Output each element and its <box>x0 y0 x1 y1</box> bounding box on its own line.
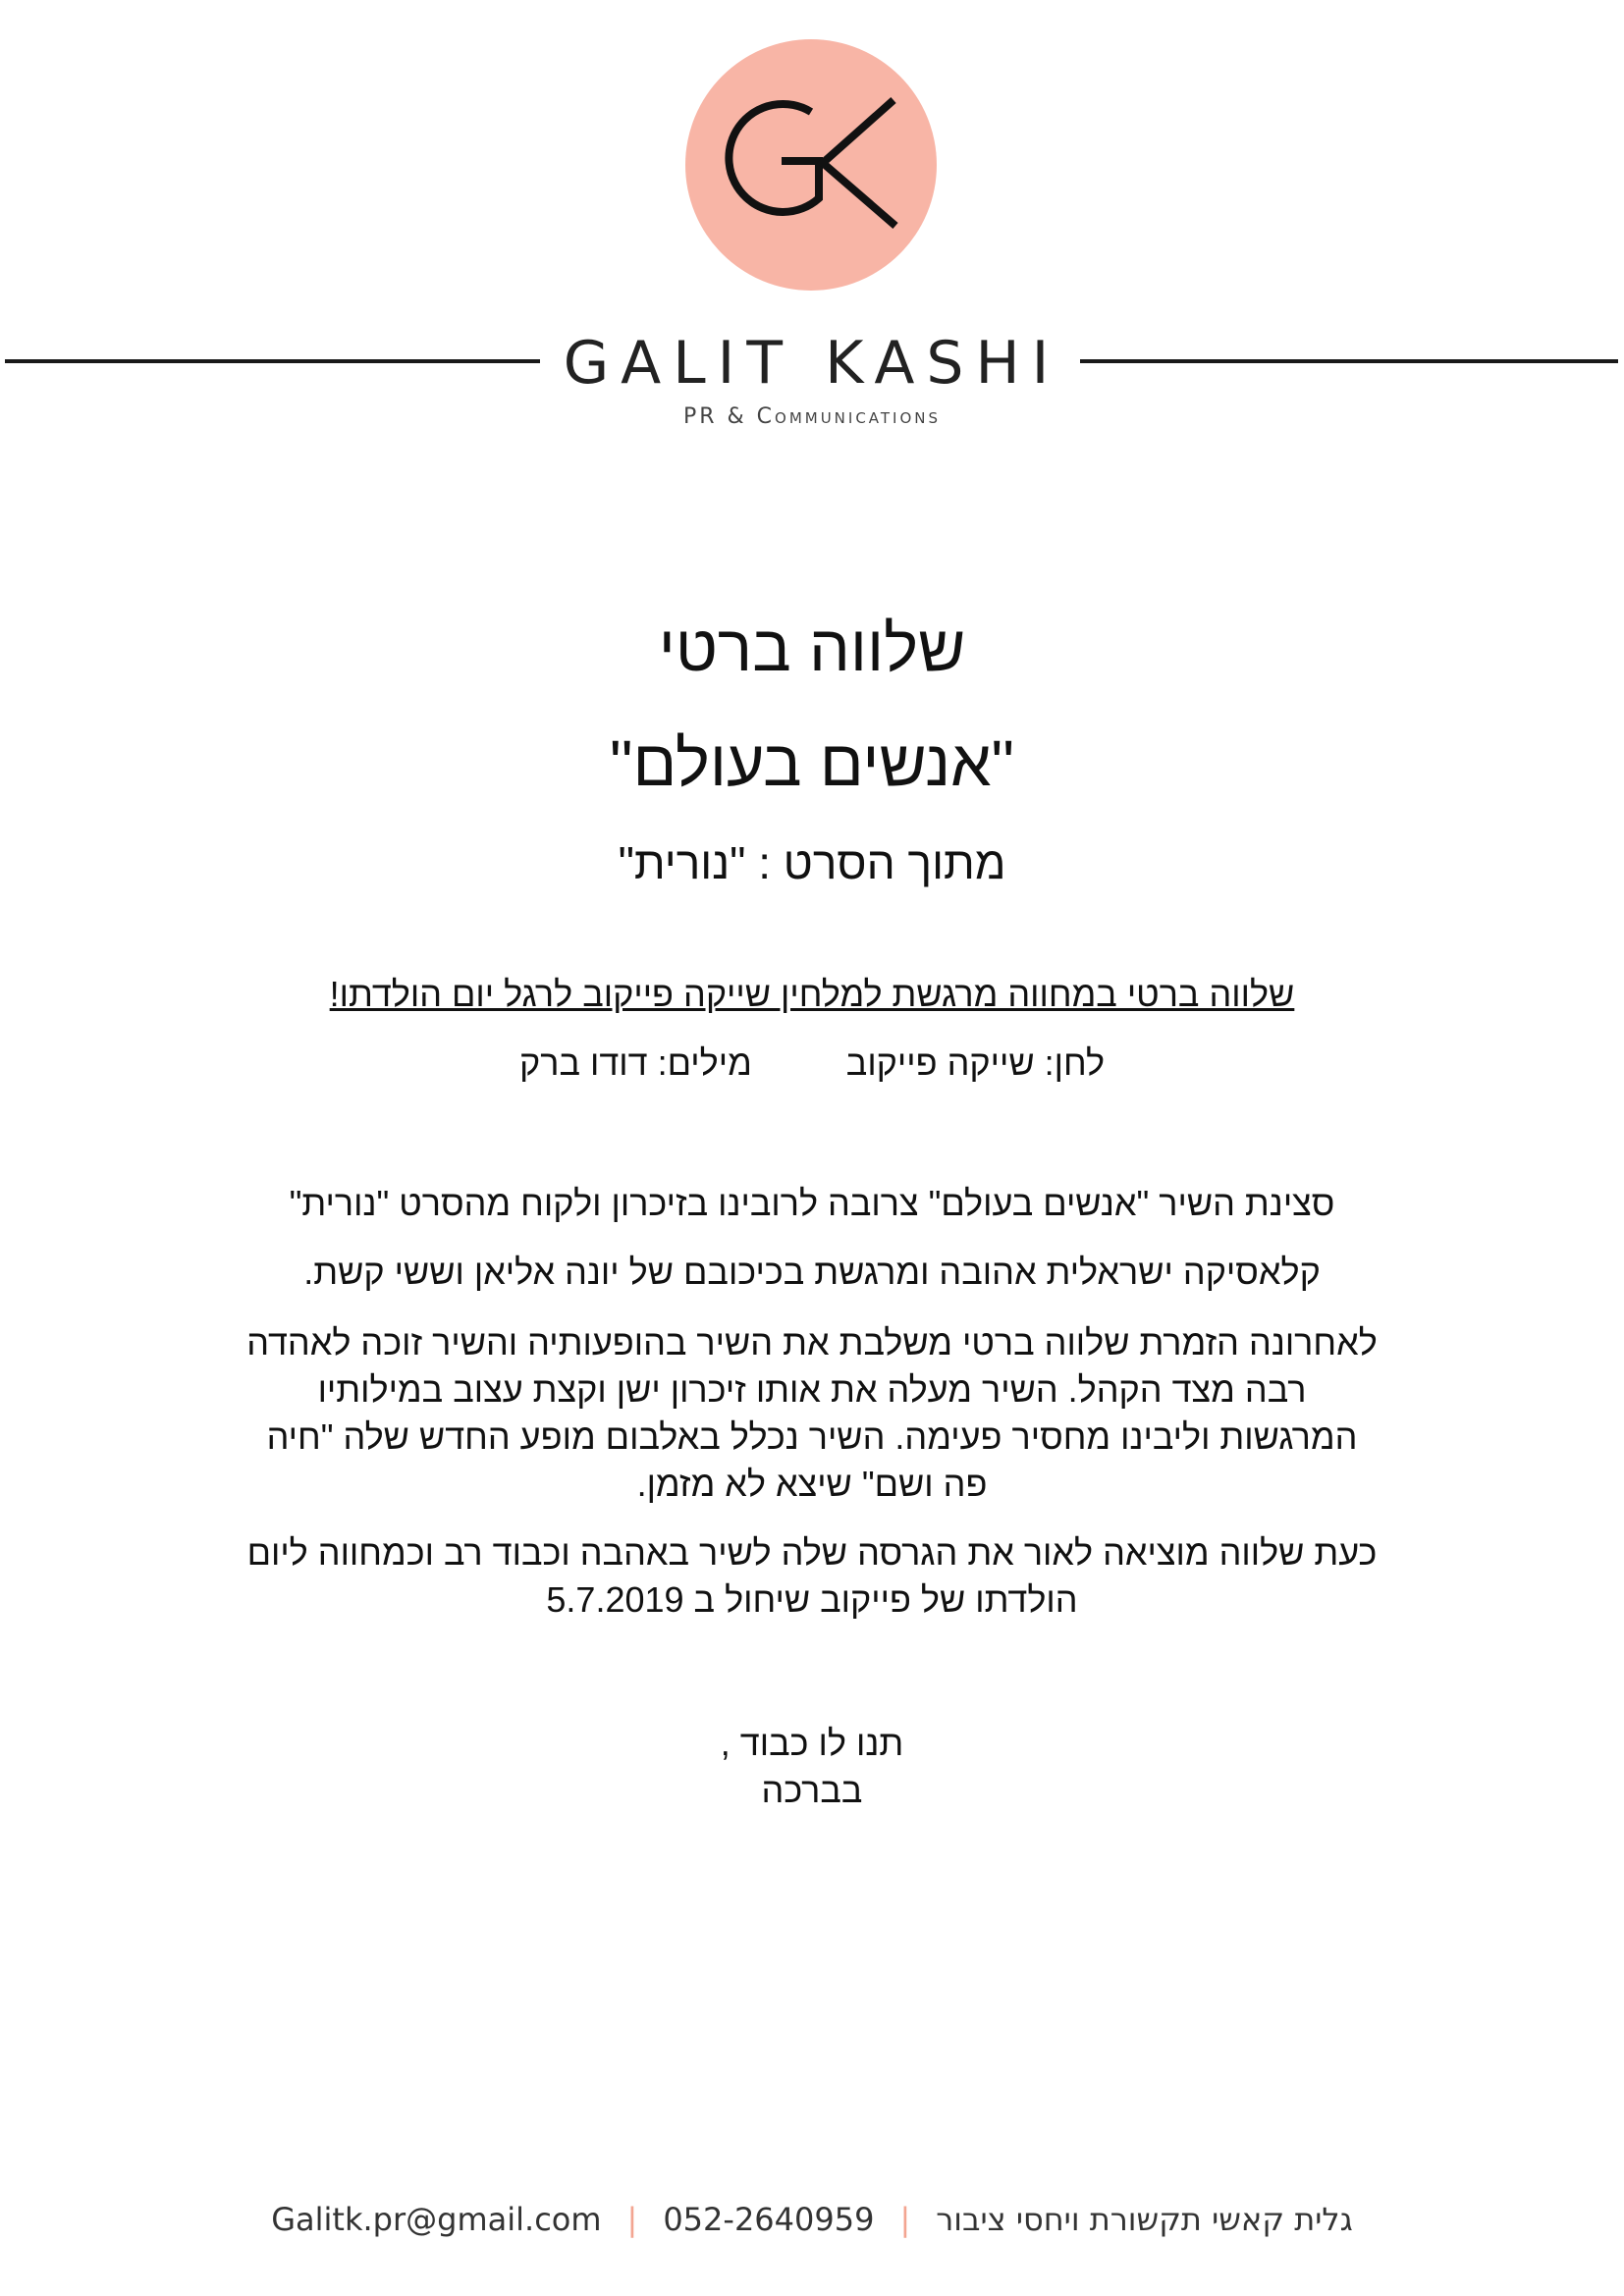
gk-monogram-icon <box>685 39 937 291</box>
footer-email: Galitk.pr@gmail.com <box>271 2201 602 2238</box>
closing-line-1: תנו לו כבוד , <box>720 1723 904 1763</box>
brand-tagline: PR & Communications <box>682 404 942 429</box>
footer-phone: 052-2640959 <box>663 2201 875 2238</box>
divider-left <box>5 359 540 363</box>
paragraph-1: סצינת השיר "אנשים בעולם" צרובה לרובינו בזיכרון ולקוח מהסרט "נורית" <box>289 1183 1335 1223</box>
film-source: מתוך הסרט : "נורית" <box>618 837 1006 888</box>
footer <box>0 2197 1624 2242</box>
closing-line-2: בברכה <box>761 1770 863 1810</box>
paragraph-2: קלאסיקה ישראלית אהובה ומרגשת בכיכובם של יונה אליאן וששי קשת. <box>303 1252 1321 1292</box>
footer-company: גלית קאשי תקשורת ויחסי ציבור <box>936 2201 1353 2238</box>
brand-name: GALIT KASHI <box>563 329 1061 398</box>
lyrics-credit: מילים: דודו ברק <box>518 1042 752 1083</box>
footer-separator: | <box>899 2201 911 2238</box>
song-title: "אנשים בעולם" <box>610 726 1014 799</box>
footer-separator: | <box>626 2201 638 2238</box>
headline: שלווה ברטי במחווה מרגשת למלחין שייקה פייקוב לרגל יום הולדתו! <box>329 974 1295 1014</box>
paragraph-4: כעת שלווה מוציאה לאור את הגרסה שלה לשיר באהבה וכבוד רב וכמחווה ליום הולדתו של פייקוב שיחול ב 5.7.2019 <box>246 1532 1378 1620</box>
paragraph-3: לאחרונה הזמרת שלווה ברטי משלבת את השיר בהופעותיה והשיר זוכה לאהדה רבה מצד הקהל. השיר מעלה את אותו זיכרון ישן וקצת עצוב במילותיו המרגשות וליבינו מחסיר פעימה. השיר נכלל באלבום מופע החדש שלה "חיה פה ושם" שיצא לא מזמן. <box>246 1322 1378 1504</box>
credits <box>0 1041 1624 1086</box>
artist-title: שלווה ברטי <box>658 612 966 684</box>
divider-right <box>1080 359 1618 363</box>
music-credit: לחן: שייקה פייקוב <box>845 1042 1106 1083</box>
logo-badge <box>685 39 937 291</box>
